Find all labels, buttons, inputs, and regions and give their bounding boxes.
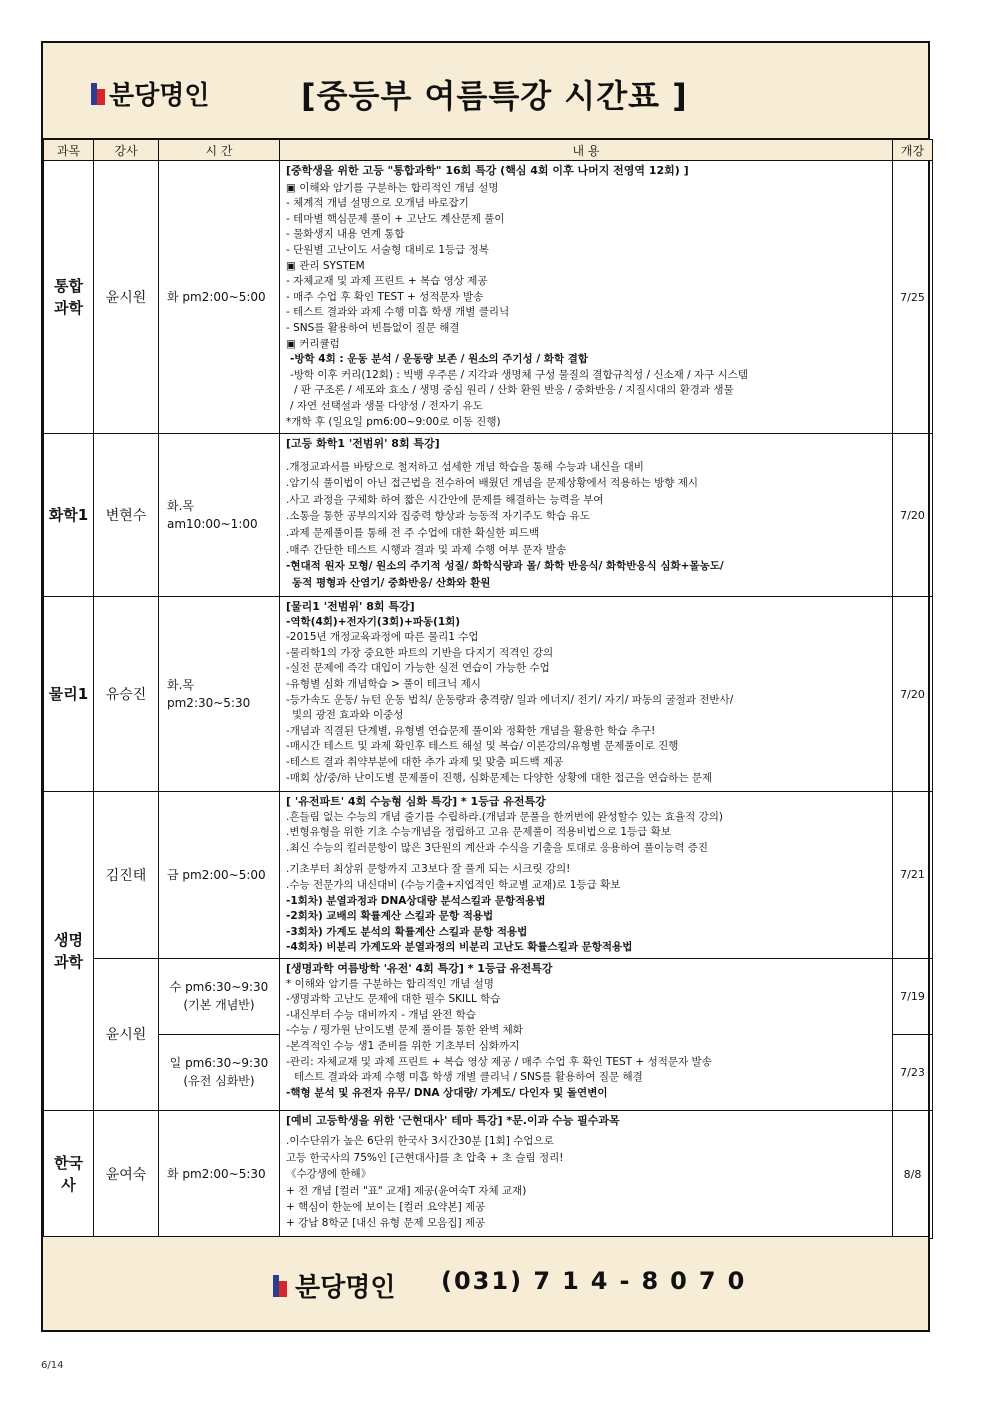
schedule-table (43, 139, 933, 1239)
course-title: [예비 고등학생을 위한 '근현대사' 테마 특강] *문.이과 수능 필수과목 (286, 1113, 620, 1127)
time-cell: 화 pm2:00~5:00 (159, 161, 280, 434)
content-cell (280, 1110, 893, 1238)
content-line: - 테마별 핵심문제 풀이 + 고난도 계산문제 풀이 (286, 212, 505, 225)
subject-cell: 물리1 (44, 597, 94, 792)
time-class: (기본 개념반) (183, 998, 255, 1013)
content-line: -내신부터 수능 대비까지 - 개념 완전 학습 (286, 1008, 476, 1021)
start-date-cell: 7/20 (893, 597, 933, 792)
brand-logo (91, 75, 209, 112)
teacher-cell: 윤여숙 (94, 1110, 159, 1238)
time-slot: 일 pm6:30~9:30 (169, 1056, 269, 1071)
page-number: 6/14 (41, 1360, 64, 1371)
content-cell (280, 958, 893, 1110)
content-line: .암기식 풀이법이 아닌 접근법을 전수하여 배웠던 개념을 문제상황에서 적용하는 방향 제시 (286, 477, 699, 490)
content-cell (280, 161, 893, 434)
time-cell: 금 pm2:00~5:00 (159, 792, 280, 959)
content-line: .과제 문제풀이를 통해 전 주 수업에 대한 확실한 피드백 (286, 526, 540, 539)
table-header-row (44, 140, 933, 161)
time-cell (159, 1034, 280, 1110)
content-line: .기초부터 최상위 문항까지 고3보다 잘 풀게 되는 시크릿 강의! (286, 863, 571, 876)
content-line-bold: -핵형 분석 및 유전자 유무/ DNA 상대량/ 가계도/ 다인자 및 돌연변이 (286, 1086, 608, 1099)
content-line-bold: -현대적 원자 모형/ 원소의 주기적 성질/ 화학식량과 몰/ 화학 반응식/ 화학반응식 심화+몰농도/ (286, 560, 724, 573)
start-date-cell: 7/20 (893, 434, 933, 597)
content-line: .수능 전문가의 내신대비 (수능기출+지엽적인 학교별 교재)로 1등급 확보 (286, 878, 621, 891)
content-line: -매시간 테스트 및 과제 확인후 테스트 해설 및 복습/ 이론강의/유형별 문제풀이로 진행 (286, 740, 679, 753)
content-line: - 테스트 결과와 과제 수행 미흡 학생 개별 클리닉 (286, 306, 510, 319)
footer-brand-name: 분당명인 (295, 1273, 396, 1303)
teacher-cell: 윤시원 (94, 958, 159, 1110)
table-row (44, 958, 933, 1034)
phone-prefix: (031) (441, 1267, 524, 1295)
page-header (43, 43, 928, 139)
content-line: .흔들림 없는 수능의 개념 줄기를 수립하라.(개념과 문풀을 한꺼번에 완성할수 있는 효율적 강의) (286, 810, 724, 823)
course-title: [고등 화학1 '전범위' 8회 특강] (286, 437, 440, 450)
content-line: -실전 문제에 즉각 대입이 가능한 실전 연습이 가능한 수업 (286, 662, 550, 675)
time-cell (159, 597, 280, 792)
time-cell (159, 958, 280, 1034)
content-line: ▣ 관리 SYSTEM (286, 259, 365, 272)
teacher-cell: 김진태 (94, 792, 159, 959)
brand-name: 분당명인 (109, 81, 210, 111)
content-line: -2015년 개정교육과정에 따른 물리1 수업 (286, 631, 479, 644)
content-line: .이수단위가 높은 6단위 한국사 3시간30분 [1회] 수업으로 (286, 1135, 554, 1148)
subject-cell: 화학1 (44, 434, 94, 597)
start-date-cell: 8/8 (893, 1110, 933, 1238)
content-line: 고등 한국사의 75%인 [근현대사]를 초 압축 + 초 슬림 정리! (286, 1151, 564, 1164)
time-slot: 수 pm6:30~9:30 (169, 980, 269, 995)
content-cell (280, 792, 893, 959)
brand-mark-icon (91, 83, 105, 105)
time-hours: pm2:30~5:30 (167, 696, 251, 710)
content-line: .사고 과정을 구체화 하여 짧은 시간안에 문제를 해결하는 능력을 부여 (286, 493, 604, 506)
content-line: - 물화생지 내용 연계 통합 (286, 228, 405, 241)
content-line-bold: -3회차) 가계도 분석의 확률계산 스킬과 문항 적용법 (286, 925, 528, 938)
content-line-bold: 동적 평형과 산염기/ 중화반응/ 산화와 환원 (292, 576, 491, 589)
content-line: 《수강생에 한해》 (286, 1168, 372, 1181)
content-line: .변형유형을 위한 기초 수능개념을 정립하고 고유 문제풀이 적용비법으로 1등급 확보 (286, 826, 671, 839)
content-line: / 판 구조론 / 세포와 효소 / 생명 중심 원리 / 산화 환원 반응 / 중화반응 / 지질시대의 환경과 생물 (294, 384, 734, 397)
footer-brand-logo (273, 1267, 395, 1304)
time-class: (유전 심화반) (183, 1074, 255, 1089)
subject-cell: 통합 과학 (44, 161, 94, 434)
content-line: ▣ 이해와 암기를 구분하는 합리적인 개념 설명 (286, 181, 499, 194)
table-row (44, 1110, 933, 1238)
start-date-cell: 7/19 (893, 958, 933, 1034)
time-day: 화.목 (167, 678, 194, 692)
subject-cell: 한국 사 (44, 1110, 94, 1238)
content-line: - 자체교재 및 과제 프린트 + 복습 영상 제공 (286, 275, 488, 288)
content-line: -방학 이후 커리(12회) : 빅뱅 우주론 / 지각과 생명체 구성 물질의 결합규칙성 / 신소재 / 자구 시스템 (290, 368, 749, 381)
teacher-cell: 유승진 (94, 597, 159, 792)
time-hours: am10:00~1:00 (167, 517, 258, 531)
course-title: [ '유전파트' 4회 수능형 심화 특강] * 1등급 유전특강 (286, 795, 546, 808)
phone-number (441, 1267, 756, 1295)
content-line: .매주 간단한 테스트 시행과 결과 및 과제 수행 여부 문자 발송 (286, 543, 567, 556)
content-line: -테스트 결과 취약부분에 대한 추가 과제 및 맞춤 피드백 제공 (286, 755, 564, 768)
content-line: * 이해와 암기를 구분하는 합리적인 개념 설명 (286, 977, 494, 990)
table-row (44, 161, 933, 434)
content-line-bold: -4회차) 비분리 가계도와 분열과정의 비분리 고난도 확률스킬과 문항적용법 (286, 941, 633, 954)
content-line: / 자연 선택설과 생물 다양성 / 전자기 유도 (290, 399, 483, 412)
content-line: *개학 후 (일요일 pm6:00~9:00로 이동 진행) (286, 415, 501, 428)
content-line: + 강남 8학군 [내신 유형 문제 모음집] 제공 (286, 1217, 486, 1230)
col-time: 시 간 (159, 140, 280, 161)
col-content: 내 용 (280, 140, 893, 161)
col-start: 개강 (893, 140, 933, 161)
content-line-bold: -1회차) 분열과정과 DNA상대량 분석스킬과 문항적용법 (286, 894, 546, 907)
course-title: [생명과학 여름방학 '유전' 4회 특강] * 1등급 유전특강 (286, 961, 553, 975)
content-line: -본격적인 수능 생1 준비를 위한 기초부터 심화까지 (286, 1039, 520, 1052)
subject-cell: 생명 과학 (44, 792, 94, 1111)
content-cell (280, 434, 893, 597)
col-subject: 과목 (44, 140, 94, 161)
time-cell (159, 434, 280, 597)
content-line: - 단원별 고난이도 서술형 대비로 1등급 정복 (286, 243, 489, 256)
teacher-cell: 윤시원 (94, 161, 159, 434)
content-line: -등가속도 운동/ 뉴턴 운동 법칙/ 운동량과 충격량/ 일과 에너지/ 전기/ 자기/ 파동의 굴절과 전반사/ (286, 693, 734, 706)
table-row (44, 434, 933, 597)
content-line: 빛의 광전 효과와 이중성 (292, 709, 404, 722)
course-title: [중학생을 위한 고등 "통합과학" 16회 특강 (핵심 4회 이후 나머지 전영역 12회) ] (286, 164, 689, 177)
phone-digits: 714-8070 (533, 1267, 757, 1295)
page-footer (43, 1236, 928, 1330)
content-line: -매회 상/중/하 난이도별 문제풀이 진행, 심화문제는 다양한 상황에 대한 접근을 연습하는 문제 (286, 771, 713, 784)
content-line: -개념과 직결된 단계별, 유형별 연습문제 풀이와 정확한 개념을 활용한 학습 추구! (286, 724, 656, 737)
course-title: [물리1 '전범위' 8회 특강] (286, 600, 415, 613)
content-line: -물리학1의 가장 중요한 파트의 기반을 다지기 적격인 강의 (286, 646, 554, 659)
content-line-bold: -방학 4회 : 운동 분석 / 운동량 보존 / 원소의 주기성 / 화학 결합 (290, 353, 589, 366)
time-cell: 화 pm2:00~5:30 (159, 1110, 280, 1238)
content-line: -생명과학 고난도 문제에 대한 필수 SKILL 학습 (286, 993, 501, 1006)
content-line-bold: -2회차) 교배의 확률계산 스킬과 문항 적용법 (286, 910, 494, 923)
content-line: - 체계적 개념 설명으로 오개념 바로잡기 (286, 197, 469, 210)
brand-mark-icon (273, 1275, 287, 1297)
content-line: 테스트 결과와 과제 수행 미흡 학생 개별 클리닉 / SNS를 활용하여 질문 해결 (294, 1071, 643, 1084)
content-line: + 핵심이 한눈에 보이는 [컬러 요약본] 제공 (286, 1200, 486, 1213)
table-row (44, 792, 933, 959)
page-title: [중등부 여름특강 시간표 ] (301, 77, 688, 115)
content-line: .소통을 통한 공부의지와 집중력 향상과 능동적 자기주도 학습 유도 (286, 510, 590, 523)
teacher-cell: 변현수 (94, 434, 159, 597)
content-line: + 전 개념 [컬러 "표" 교재] 제공(윤여숙T 자체 교재) (286, 1184, 527, 1197)
start-date-cell: 7/21 (893, 792, 933, 959)
content-line: - 매주 수업 후 확인 TEST + 성적문자 발송 (286, 290, 484, 303)
content-cell (280, 597, 893, 792)
content-line: -유형별 심화 개념학습 > 풀이 테크닉 제시 (286, 677, 481, 690)
start-date-cell: 7/23 (893, 1034, 933, 1110)
content-line-bold: -역학(4회)+전자기(3회)+파동(1회) (286, 615, 461, 628)
start-date-cell: 7/25 (893, 161, 933, 434)
table-row (44, 597, 933, 792)
schedule-frame (41, 41, 930, 1332)
time-day: 화.목 (167, 499, 194, 513)
content-line: -수능 / 평가원 난이도별 문제 풀이를 통한 완벽 체화 (286, 1024, 523, 1037)
content-line: ▣ 커리큘럼 (286, 337, 340, 350)
col-teacher: 강사 (94, 140, 159, 161)
content-line: - SNS를 활용하여 빈틈없이 질문 해결 (286, 321, 460, 334)
content-line: .최신 수능의 킬러문항이 많은 3단원의 계산과 수식을 기출을 토대로 응용하여 풀이능력 증진 (286, 841, 709, 854)
content-line: -관리: 자체교재 및 과제 프린트 + 복습 영상 제공 / 매주 수업 후 확인 TEST + 성적문자 발송 (286, 1055, 712, 1068)
content-line: .개정교과서를 바탕으로 철저하고 섬세한 개념 학습을 통해 수능과 내신을 대비 (286, 460, 644, 473)
